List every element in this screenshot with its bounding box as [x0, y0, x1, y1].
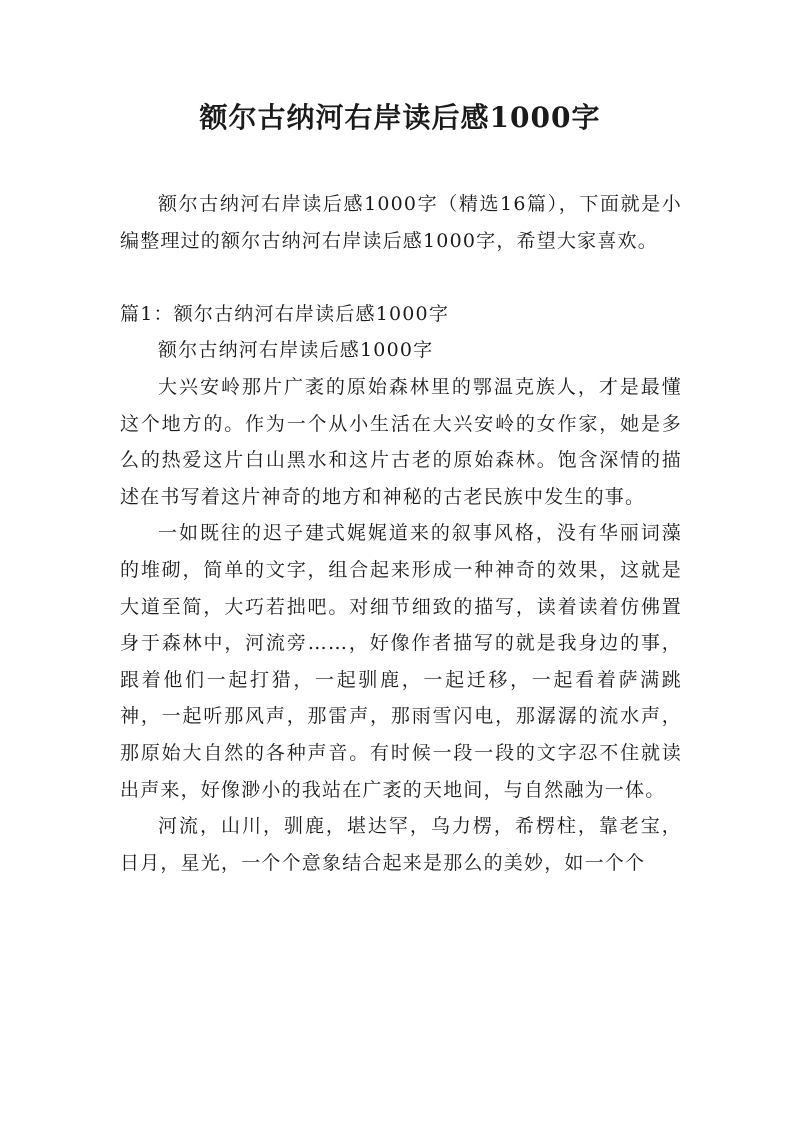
section-heading: 篇1：额尔古纳河右岸读后感1000字 [120, 302, 450, 325]
intro-paragraph: 额尔古纳河右岸读后感1000字（精选16篇），下面就是小编整理过的额尔古纳河右岸读后感1000字，希望大家喜欢。 [120, 193, 682, 252]
body-paragraph-2: 一如既往的迟子建式娓娓道来的叙事风格，没有华丽词藻的堆砌，简单的文字，组合起来形成一种神奇的效果，这就是大道至简，大巧若拙吧。对细节细致的描写，读着读着仿佛置身于森林中，河流旁……，好像作者描写的就是我身边的事，跟着他们一起打猎，一起驯鹿，一起迁移，一起看着萨满跳神，一起听那风声，那雷声，那雨雪闪电，那潺潺的流水声，那原始大自然的各种声音。有时候一段一段的文字忍不住就读出声来，好像渺小的我站在广袤的天地间，与自然融为一体。 [120, 522, 682, 801]
body-paragraph-1: 大兴安岭那片广袤的原始森林里的鄂温克族人，才是最懂这个地方的。作为一个从小生活在大兴安岭的女作家，她是多么的热爱这片白山黑水和这片古老的原始森林。饱含深情的描述在书写着这片神奇的地方和神秘的古老民族中发生的事。 [120, 375, 682, 508]
document-title: 额尔古纳河右岸读后感1000字 [199, 101, 601, 134]
section-subtitle: 额尔古纳河右岸读后感1000字 [158, 339, 434, 362]
document-body [120, 186, 682, 881]
body-paragraph-3: 河流，山川，驯鹿，堪达罕，乌力楞，希楞柱，靠老宝，日月，星光，一个个意象结合起来是那么的美妙，如一个个 [120, 815, 682, 874]
paragraph-spacer [120, 259, 682, 296]
